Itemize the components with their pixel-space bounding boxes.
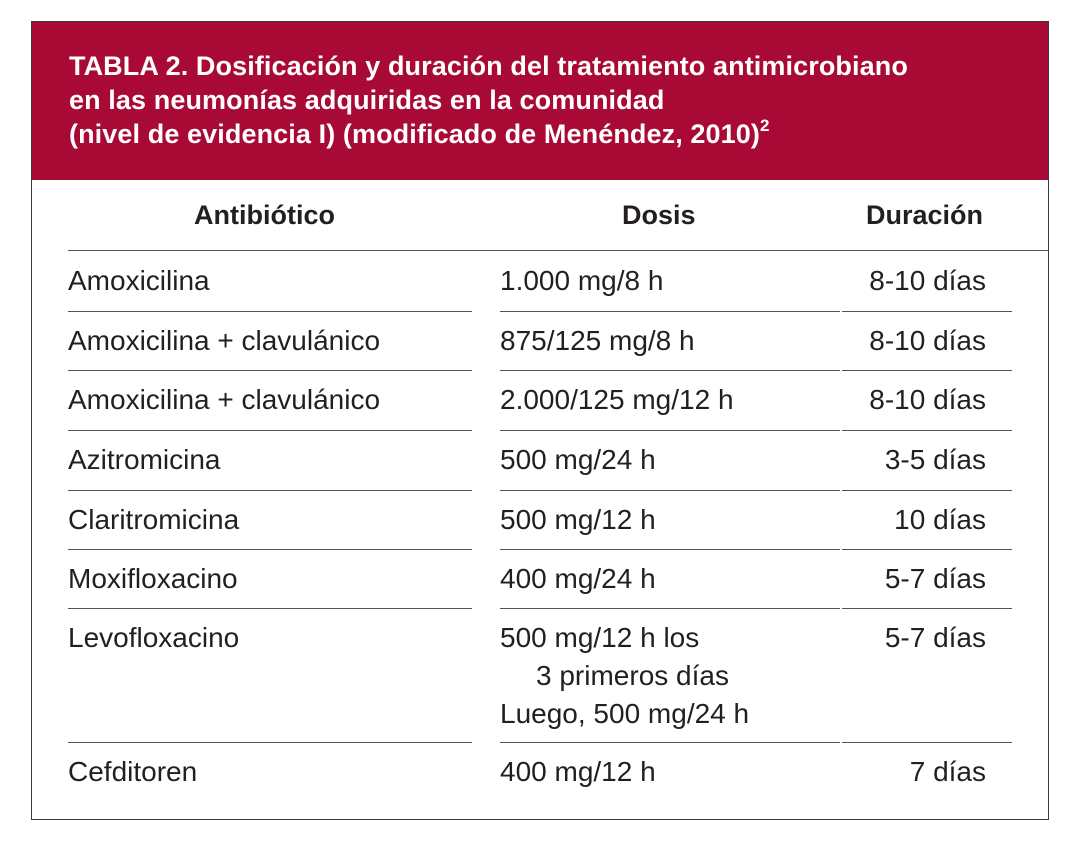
row-divider [68, 490, 472, 491]
row-divider [500, 490, 840, 491]
dose-cell: 500 mg/12 h [500, 504, 656, 535]
table-title-line-3 [69, 117, 1028, 151]
dose-cell: 2.000/125 mg/12 h [500, 384, 734, 415]
row-divider [500, 549, 840, 550]
row-divider [68, 430, 472, 431]
row-divider [842, 430, 1012, 431]
antibiotic-cell: Levofloxacino [68, 622, 240, 653]
row-divider [500, 430, 840, 431]
row-divider [842, 490, 1012, 491]
antibiotic-cell: Azitromicina [68, 444, 221, 475]
row-divider [500, 311, 840, 312]
dose-cell: 400 mg/24 h [500, 563, 656, 594]
dose-cell-line-2: 3 primeros días [536, 660, 729, 691]
row-divider [500, 608, 840, 609]
duration-cell: 8-10 días [869, 325, 986, 356]
column-header-antibiotic: Antibiótico [194, 200, 335, 230]
duration-cell: 8-10 días [869, 265, 986, 296]
duration-cell: 8-10 días [869, 384, 986, 415]
dose-cell: 1.000 mg/8 h [500, 265, 664, 296]
row-divider [68, 742, 472, 743]
row-divider [500, 742, 840, 743]
antibiotic-cell: Cefditoren [68, 756, 198, 787]
header-divider [68, 250, 1048, 251]
row-divider [842, 742, 1012, 743]
column-header-dose: Dosis [622, 200, 696, 230]
dose-cell: 400 mg/12 h [500, 756, 656, 787]
antibiotic-cell: Claritromicina [68, 504, 240, 535]
duration-cell: 10 días [894, 504, 986, 535]
row-divider [842, 549, 1012, 550]
antibiotic-cell: Amoxicilina [68, 265, 210, 296]
antibiotic-cell: Moxifloxacino [68, 563, 238, 594]
row-divider [68, 370, 472, 371]
table-title-line-3-text: (nivel de evidencia I) (modificado de Menéndez, 2010) [69, 119, 760, 149]
row-divider [68, 549, 472, 550]
duration-cell: 5-7 días [884, 563, 986, 594]
row-divider [68, 608, 472, 609]
row-divider [842, 370, 1012, 371]
table-title-band [32, 22, 1048, 180]
row-divider [842, 311, 1012, 312]
dose-cell: 500 mg/12 h los [500, 622, 700, 653]
dosage-table [31, 21, 1049, 820]
row-divider [68, 311, 472, 312]
reference-superscript: 2 [759, 116, 770, 135]
table-title-line-2: en las neumonías adquiridas en la comunidad [69, 85, 665, 115]
table-title-line-1: TABLA 2. Dosificación y duración del tratamiento antimicrobiano [69, 51, 908, 81]
antibiotic-cell: Amoxicilina + clavulánico [68, 325, 381, 356]
antibiotic-cell: Amoxicilina + clavulánico [68, 384, 381, 415]
column-header-duration: Duración [866, 200, 984, 230]
duration-cell: 7 días [909, 756, 986, 787]
row-divider [500, 370, 840, 371]
dose-cell: 875/125 mg/8 h [500, 325, 695, 356]
row-divider [842, 608, 1012, 609]
dose-cell: 500 mg/24 h [500, 444, 656, 475]
dose-cell-line-3: Luego, 500 mg/24 h [500, 698, 750, 729]
table-header-row [32, 180, 1048, 250]
duration-cell: 5-7 días [884, 622, 986, 653]
duration-cell: 3-5 días [884, 444, 986, 475]
